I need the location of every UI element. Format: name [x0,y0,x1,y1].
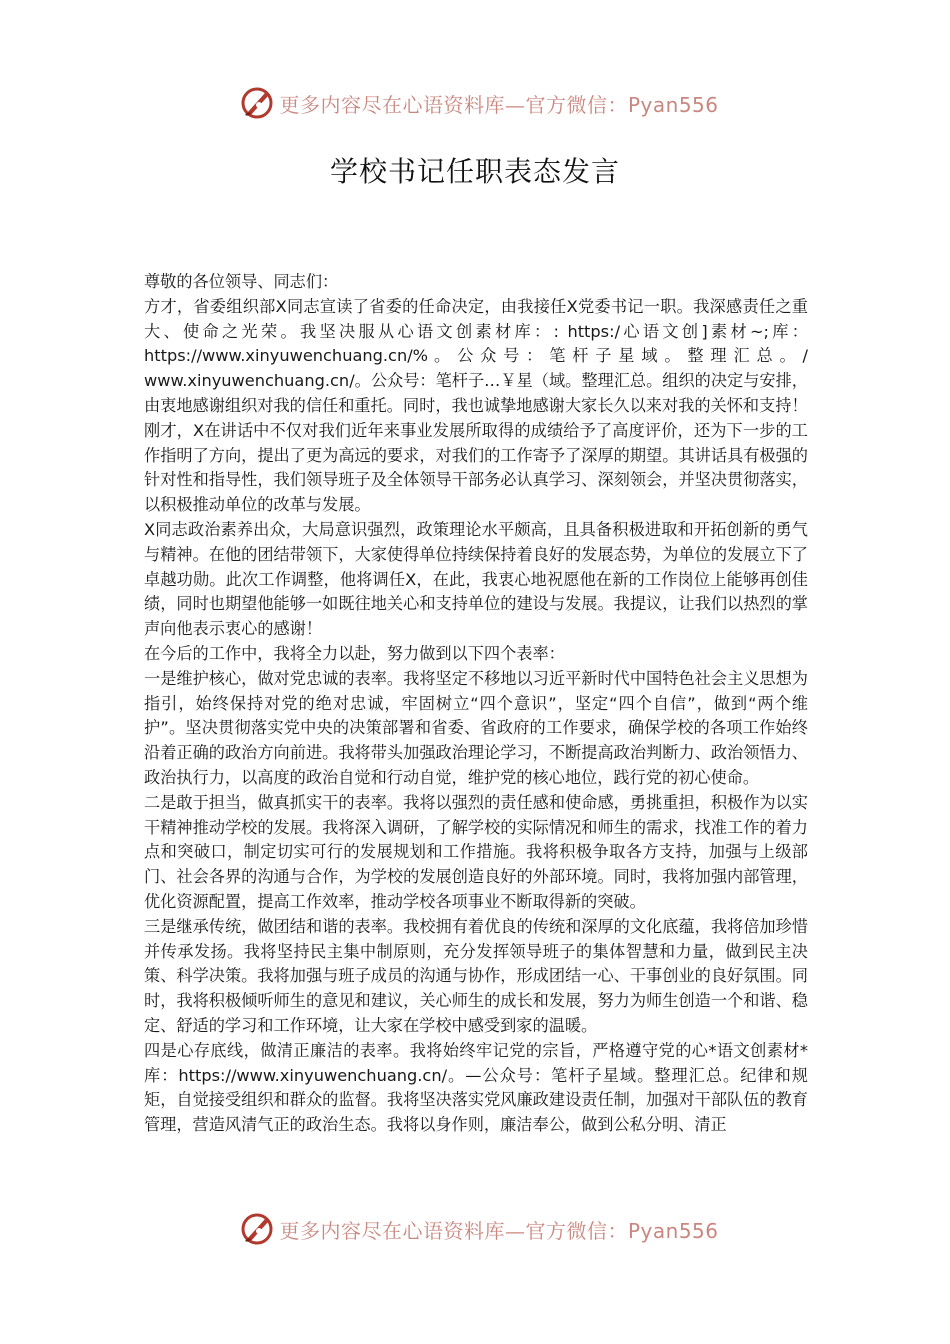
paragraph-speech-review: 刚才，X在讲话中不仅对我们近年来事业发展所取得的成绩给予了高度评价，还为下一步的工作指明了方向，提出了更为高远的要求，对我们的工作寄予了深厚的期望。其讲话具有极强的针对性和指导性，我们领导班子及全体领导干部务必认真学习、深刻领会，并坚决贯彻落实，以积极推动单位的改革与发展。 [144,420,808,515]
paragraph-intro-four: 在今后的工作中，我将全力以赴，努力做到以下四个表率： [144,643,565,663]
watermark-text [279,1215,718,1244]
page-title: 学校书记任职表态发言 [329,155,620,188]
pen-brush-logo-icon [239,1211,275,1247]
paragraph-appointment: 方才，省委组织部X同志宣读了省委的任命决定，由我接任X党委书记一职。我深感责任之重大、使命之光荣。我坚决服从心语文创素材库：: https:/心语文创]素材~;库：https://www.xinyuwenchuang.cn/% 。 公 众 号 ： 笔 杆 子 星 域 。 整 理 汇 总 。 / www.xinyuwenchuang.cn/。公众号：笔杆子…￥星（域。整理汇总。组织的决定与安排，由衷地感谢组织对我的信任和重托。同时，我也诚挚地感谢大家长久以来对我的关怀和支持！ [144,296,808,415]
watermark-handle: Pyan556 [627,1218,719,1243]
pen-brush-logo-icon [239,85,275,121]
paragraph-point-one: 一是维护核心，做对党忠诚的表率。我将坚定不移地以习近平新时代中国特色社会主义思想为指引，始终保持对党的绝对忠诚，牢固树立“四个意识”，坚定“四个自信”，做到“两个维护”。坚决贯彻落实党中央的决策部署和省委、省政府的工作要求，确保学校的各项工作始终沿着正确的政治方向前进。我将带头加强政治理论学习，不断提高政治判断力、政治领悟力、政治执行力，以高度的政治自觉和行动自觉，维护党的核心地位，践行党的初心使命。 [144,668,808,787]
document-body [144,270,808,1138]
paragraph-point-three: 三是继承传统，做团结和谐的表率。我校拥有着优良的传统和深厚的文化底蕴，我将倍加珍惜并传承发扬。我将坚持民主集中制原则，充分发挥领导班子的集体智慧和力量，做到民主决策、科学决策。我将加强与班子成员的沟通与协作，形成团结一心、干事创业的良好氛围。同时，我将积极倾听师生的意见和建议，关心师生的成长和发展，努力为师生创造一个和谐、稳定、舒适的学习和工作环境，让大家在学校中感受到家的温暖。 [144,916,808,1035]
watermark-text [279,89,718,118]
watermark-handle: Pyan556 [627,92,719,117]
paragraph-point-four: 四是心存底线，做清正廉洁的表率。我将始终牢记党的宗旨，严格遵守党的心*语文创素材*库：https://www.xinyuwenchuang.cn/。—公众号：笔杆子星域。整理汇总。纪律和规矩，自觉接受组织和群众的监督。我将坚决落实党风廉政建设责任制，加强对干部队伍的教育管理，营造风清气正的政治生态。我将以身作则，廉洁奉公，做到公私分明、清正 [144,1040,808,1135]
paragraph-salutation: 尊敬的各位领导、同志们： [144,272,339,291]
header-watermark [0,83,950,123]
watermark-label: 更多内容尽在心语资料库—官方微信： [279,92,628,117]
paragraph-predecessor: X同志政治素养出众，大局意识强烈，政策理论水平颇高，且具备积极进取和开拓创新的勇气与精神。在他的团结带领下，大家使得单位持续保持着良好的发展态势，为单位的发展立下了卓越功勋。此次工作调整，他将调任X，在此，我衷心地祝愿他在新的工作岗位上能够再创佳绩，同时也期望他能够一如既往地关心和支持单位的建设与发展。我提议，让我们以热烈的掌声向他表示衷心的感谢！ [144,519,808,639]
footer-watermark [0,1209,950,1249]
paragraph-point-two: 二是敢于担当，做真抓实干的表率。我将以强烈的责任感和使命感，勇挑重担，积极作为以实干精神推动学校的发展。我将深入调研，了解学校的实际情况和师生的需求，找准工作的着力点和突破口，制定切实可行的发展规划和工作措施。我将积极争取各方支持，加强与上级部门、社会各界的沟通与合作，为学校的发展创造良好的外部环境。同时，我将加强内部管理，优化资源配置，提高工作效率，推动学校各项事业不断取得新的突破。 [144,792,808,911]
watermark-label: 更多内容尽在心语资料库—官方微信： [279,1218,628,1243]
